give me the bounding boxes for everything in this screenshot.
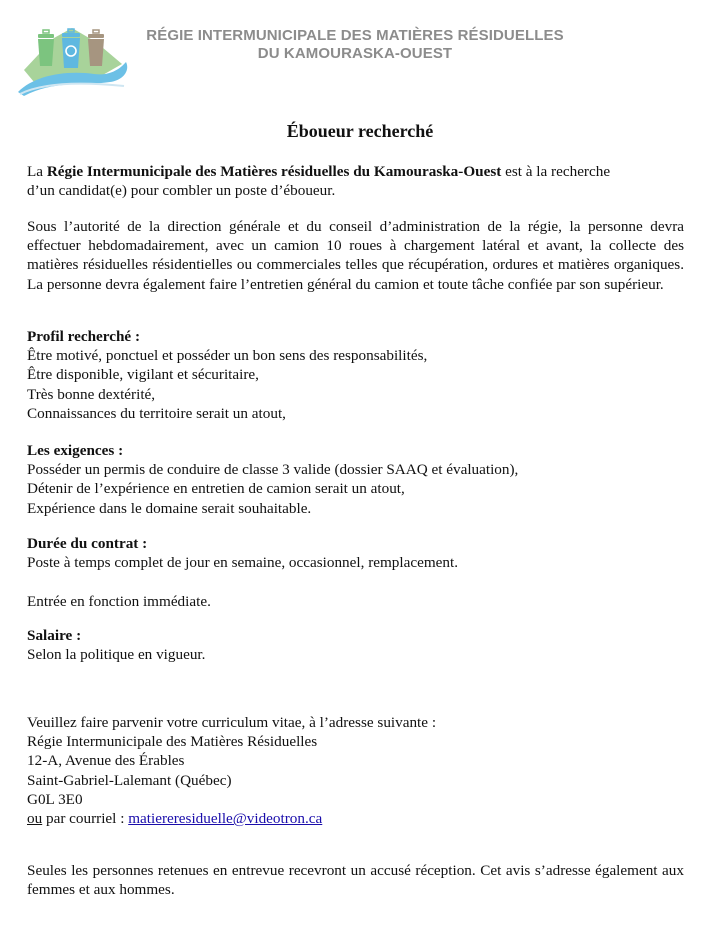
letterhead [0, 0, 720, 110]
job-description: Sous l’autorité de la direction générale et du conseil d’administration de la régie, la personne devra effectuer hebdomadairement, avec un camion 10 roues à chargement latéral et avant, la collecte des matières résiduelles résidentielles ou commerciales telles que récupération, ordures et matières organiques. La personne devra également faire l’entretien général du camion et toute tâche confiée par son supérieur. [27, 218, 684, 293]
footer-note: Seules les personnes retenues en entrevue recevront un accusé réception. Cet avis s’adresse également aux femmes et aux hommes. [27, 862, 684, 899]
contract-section [27, 534, 684, 572]
email-prefix: par courriel : [42, 810, 129, 828]
org-name-bold: Régie Intermunicipale des Matières résiduelles du Kamouraska-Ouest [46, 163, 502, 180]
green-bin-icon [38, 30, 54, 66]
address-line: Régie Intermunicipale des Matières Résiduelles [27, 733, 318, 751]
blue-recycling-bin-icon [62, 29, 80, 68]
org-name-line2: DU KAMOURASKA-OUEST [257, 45, 453, 62]
profile-item: Être disponible, vigilant et sécuritaire, [27, 366, 259, 384]
contract-heading: Durée du contrat : [27, 535, 148, 552]
brown-bin-icon [88, 30, 104, 66]
profile-item: Connaissances du territoire serait un atout, [27, 404, 286, 422]
requirement-item: Détenir de l’expérience en entretien de camion serait un atout, [27, 480, 405, 498]
address-line: Saint-Gabriel-Lalemant (Québec) [27, 771, 232, 789]
requirement-item: Posséder un permis de conduire de classe 3 valide (dossier SAAQ et évaluation), [27, 461, 519, 479]
profile-item: Être motivé, ponctuel et posséder un bon sens des responsabilités, [27, 347, 428, 365]
salary-section [27, 626, 684, 664]
requirements-section [27, 441, 684, 518]
start-date-text: Entrée en fonction immédiate. [27, 593, 211, 610]
intro-line2: d’un candidat(e) pour combler un poste d’éboueur. [27, 182, 336, 200]
address-line: G0L 3E0 [27, 790, 83, 808]
organization-name [110, 27, 600, 63]
contact-section [27, 713, 684, 828]
org-name-line1: RÉGIE INTERMUNICIPALE DES MATIÈRES RÉSIDUELLES [146, 27, 564, 44]
requirement-item: Expérience dans le domaine serait souhaitable. [27, 499, 312, 517]
contract-text: Poste à temps complet de jour en semaine, occasionnel, remplacement. [27, 554, 459, 572]
or-label: ou [27, 810, 43, 828]
profile-item: Très bonne dextérité, [27, 385, 156, 403]
intro-suffix: est à la recherche [501, 163, 611, 180]
intro-paragraph [27, 162, 684, 200]
email-link[interactable]: matiereresiduelle@videotron.ca [128, 810, 323, 828]
salary-text: Selon la politique en vigueur. [27, 646, 206, 664]
address-line: 12-A, Avenue des Érables [27, 752, 185, 770]
email-line [27, 809, 684, 828]
requirements-heading: Les exigences : [27, 442, 124, 459]
contact-intro: Veuillez faire parvenir votre curriculum vitae, à l’adresse suivante : [27, 714, 437, 731]
intro-prefix: La [27, 163, 47, 180]
profile-heading: Profil recherché : [27, 328, 141, 345]
salary-heading: Salaire : [27, 627, 82, 644]
profile-section [27, 327, 684, 423]
job-title: Éboueur recherché [286, 121, 434, 141]
